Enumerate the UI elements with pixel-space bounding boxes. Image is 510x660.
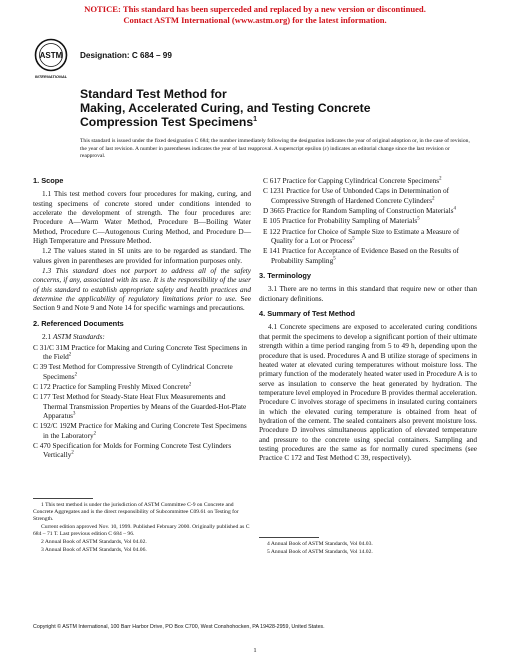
terminology-heading: 3. Terminology [259, 271, 312, 281]
reference-footnote-mark: 2 [432, 196, 435, 202]
scope-heading: 1. Scope [33, 176, 64, 185]
scope-1-1: 1.1 This test method covers four procedures for making, curing, and testing specimens of concrete stored under conditions intended to accelerate the development of strength. The four procedures are: Procedure A—Warm Water Method, Procedure B—Boiling Water Method, Procedure C—Autogenous Curing Method, and Procedure D—High Temperature and Pressure Method. [33, 189, 251, 246]
left-column [33, 176, 251, 461]
reference-item: C 192/C 192M Practice for Making and Curing Concrete Test Specimens in the Laboratory$^2$ [33, 421, 247, 440]
title-line-2: Making, Accelerated Curing, and Testing Concrete [80, 101, 371, 115]
scope-1-2: 1.2 The values stated in SI units are to be regarded as standard. The values given in parentheses are provided for information purposes only. [33, 246, 251, 265]
notice-line-2: Contact ASTM International (www.astm.org) for the latest information. [123, 15, 387, 25]
page-number: 1 [253, 647, 257, 654]
reference-list-left [33, 343, 251, 460]
reference-item: C 617 Practice for Capping Cylindrical Concrete Specimens$^2$ [263, 176, 442, 185]
footnote: 1 This test method is under the jurisdiction of ASTM Committee C-9 on Concrete and Concrete Aggregates and is the direct responsibility of Subcommittee C09.61 on Testing for Strength. [33, 502, 239, 522]
reference-item: E 141 Practice for Acceptance of Evidence Based on the Results of Probability Sampling$^5$ [263, 246, 459, 265]
logo-text: ASTM [39, 51, 63, 60]
reference-item: C 470 Specification for Molds for Forming Concrete Test Cylinders Vertically$^2$ [33, 440, 232, 460]
title-line-1: Standard Test Method for [80, 87, 227, 101]
reference-item: D 3665 Practice for Random Sampling of Construction Materials$^4$ [263, 206, 456, 216]
title-footnote-mark: 1 [253, 115, 258, 123]
reference-list-right [259, 176, 477, 265]
reference-item: C 39 Test Method for Compressive Strength of Cylindrical Concrete Specimens$^2$ [33, 362, 233, 381]
reference-footnote-mark: 2 [188, 382, 192, 388]
reference-footnote-mark: 5 [417, 216, 420, 222]
footnote-rule-left [33, 498, 93, 499]
reference-footnote-mark: 2 [93, 431, 97, 437]
reference-footnote-mark: 2 [439, 176, 442, 182]
footnotes-left [33, 502, 251, 555]
reference-footnote-mark: 2 [74, 372, 78, 378]
summary-4-1: 4.1 Concrete specimens are exposed to accelerated curing conditions that permit the specimens to develop a significant portion of their ultimate strength within a time period ranging from 5 to 49 h, depending upon the procedure that is used. Procedures A and B utilize storage of specimens in heated water at elevated curing temperatures without moisture loss. The primary function of the moderately heated water used in Procedure A is to serve as insulation to conserve the heat generated by hydration. The temperature level employed in Procedure B provides thermal acceleration. Procedure C involves storage of specimens in insulated curing containers in which the elevated curing temperature is obtained from heat of hydration of the cement. The sealed containers also prevent moisture loss. Procedure D involves simultaneous application of elevated temperature and pressure to the concrete using special containers. Sampling and testing procedures are the same as for normally cured specimens (see Practice C 172 and Test Method C 39, respectively). [259, 322, 477, 463]
reference-footnote-mark: 5 [333, 256, 336, 262]
reference-footnote-mark: 4 [453, 206, 456, 212]
footnote-rule-right [259, 537, 319, 538]
reference-footnote-mark: 3 [73, 411, 76, 417]
astm-standards-subheading: 2.1 ASTM Standards: [42, 332, 105, 342]
reference-item: C 31/C 31M Practice for Making and Curing Concrete Test Specimens in the Field$^2$ [33, 342, 247, 361]
reference-item: E 105 Practice for Probability Sampling of Materials$^5$ [263, 216, 420, 226]
reference-footnote-mark: 2 [71, 450, 74, 456]
notice-line-1: NOTICE: This standard has been superceded and replaced by a new version or discontinued. [84, 4, 426, 14]
reference-footnote-mark: 5 [352, 236, 355, 242]
title-line-3: Compression Test Specimens$^1$ [80, 115, 258, 129]
reference-item: C 172 Practice for Sampling Freshly Mixed Concrete$^2$ [33, 381, 192, 391]
designation: Designation: C 684 – 99 [80, 51, 172, 60]
footnote: Current edition approved Nov. 10, 1999. Published February 2000. Originally published as C 684 – 71 T. Last previous edition C 684 – 96. [33, 524, 250, 537]
scope-1-3: 1.3 This standard does not purport to address all of the safety concerns, if any, associated with its use. It is the responsibility of the user of this standard to establish appropriate safety and health practices and determine the applicability of regulatory limitations prior to use. See Section 9 and Note 9 and Note 14 for specific warnings and precautions. [33, 266, 251, 313]
astm-logo [34, 38, 68, 80]
supersede-notice [0, 4, 510, 26]
document-title [80, 87, 460, 129]
summary-heading: 4. Summary of Test Method [259, 309, 355, 319]
standard-issuance-note: This standard is issued under the fixed designation C 684; the number immediately following the designation indicates the year of original adoption or, in the case of revision, the year of last revision. A number in parentheses indicates the year of last reapproval. A superscript epsilon (ε) indicates an editorial change since the last revision or reapproval. [80, 138, 470, 160]
copyright-line: Copyright © ASTM International, 100 Barr Harbor Drive, PO Box C700, West Conshohocken, PA 19428-2959, United States. [33, 624, 325, 630]
footnote: 5 Annual Book of ASTM Standards, Vol 14.02. [267, 549, 373, 555]
right-column [259, 176, 477, 464]
reference-item: C 177 Test Method for Steady-State Heat Flux Measurements and Thermal Transmission Properties by Means of the Guarded-Hot-Plate Apparatus$^3$ [33, 392, 247, 420]
logo-subtext: INTERNATIONAL [34, 74, 68, 79]
reference-item: E 122 Practice for Choice of Sample Size to Estimate a Measure of Quality for a Lot or Process$^5$ [263, 226, 460, 246]
footnote: 4 Annual Book of ASTM Standards, Vol 04.03. [267, 541, 373, 547]
footnotes-right [259, 541, 477, 557]
footnote: 2 Annual Book of ASTM Standards, Vol 04.02. [41, 539, 147, 545]
referenced-documents-heading: 2. Referenced Documents [33, 318, 124, 328]
footnote: 3 Annual Book of ASTM Standards, Vol 04.06. [41, 547, 147, 553]
terminology-3-1: 3.1 There are no terms in this standard that require new or other than dictionary definitions. [259, 284, 477, 303]
reference-footnote-mark: 2 [68, 352, 72, 358]
reference-item: C 1231 Practice for Use of Unbonded Caps in Determination of Compressive Strength of Hardened Concrete Cylinders$^2$ [263, 186, 450, 205]
